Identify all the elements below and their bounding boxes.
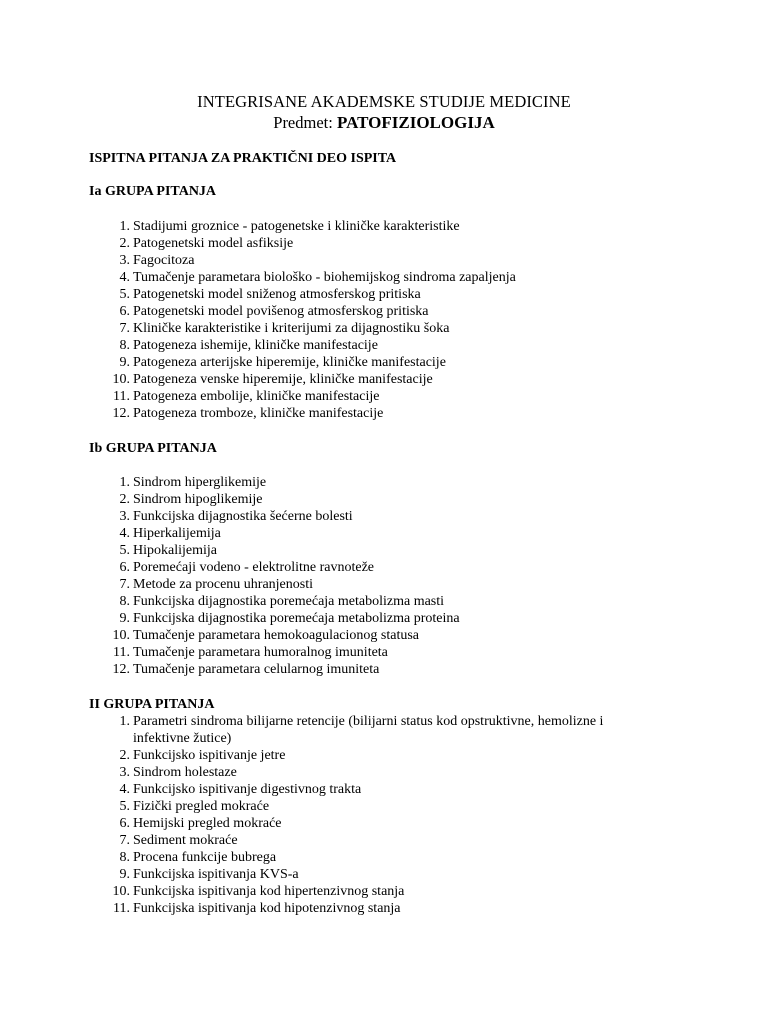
item-number: 9.	[119, 867, 130, 882]
item-number: 3.	[119, 253, 130, 268]
item-text: Metode za procenu uhranjenosti	[133, 577, 313, 592]
item-text: Funkcijska ispitivanja kod hipertenzivnog stanja	[133, 884, 405, 899]
item-number: 11.	[113, 389, 130, 404]
subject-line	[0, 112, 768, 134]
section-title-ia: Ia GRUPA PITANJA	[89, 184, 217, 199]
item-text: Patogeneza venske hiperemije, kliničke manifestacije	[133, 372, 433, 387]
item-text: Tumačenje parametara humoralnog imuniteta	[133, 645, 388, 660]
item-text: Funkcijska ispitivanja KVS-a	[133, 867, 299, 882]
item-number: 1.	[119, 475, 130, 490]
item-number: 7.	[119, 321, 130, 336]
item-text: Sindrom hiperglikemije	[133, 475, 267, 490]
item-number: 11.	[113, 901, 130, 916]
item-number: 9.	[119, 611, 130, 626]
document-title: ISPITNA PITANJA ZA PRAKTIČNI DEO ISPITA	[89, 151, 397, 166]
section-title-ib: Ib GRUPA PITANJA	[89, 441, 217, 456]
item-number: 8.	[119, 850, 130, 865]
item-text: Funkcijska dijagnostika šećerne bolesti	[133, 509, 353, 524]
item-text: Patogeneza tromboze, kliničke manifestacije	[133, 406, 384, 421]
item-number: 2.	[119, 492, 130, 507]
item-text: Patogeneza embolije, kliničke manifestacije	[133, 389, 380, 404]
item-text: Patogenetski model asfiksije	[133, 236, 294, 251]
item-number: 1.	[119, 219, 130, 234]
item-number: 8.	[119, 594, 130, 609]
item-number: 7.	[119, 577, 130, 592]
item-text: Fagocitoza	[133, 253, 195, 268]
item-text: Hiperkalijemija	[133, 526, 221, 541]
item-number: 10.	[112, 628, 130, 643]
section-title-ii: II GRUPA PITANJA	[89, 697, 215, 712]
item-text: Poremećaji vodeno - elektrolitne ravnoteže	[133, 560, 375, 575]
item-number: 5.	[119, 799, 130, 814]
subject-name: PATOFIZIOLOGIJA	[336, 113, 495, 132]
item-text: Fizički pregled mokraće	[133, 799, 270, 814]
item-text: Sindrom hipoglikemije	[133, 492, 263, 507]
item-text: Patogeneza ishemije, kliničke manifestacije	[133, 338, 378, 353]
item-number: 4.	[119, 526, 130, 541]
item-number: 12.	[112, 406, 130, 421]
item-number: 10.	[112, 884, 130, 899]
item-number: 2.	[119, 748, 130, 763]
item-number: 5.	[119, 543, 130, 558]
item-text: Funkcijsko ispitivanje digestivnog trakta	[133, 782, 362, 797]
item-number: 2.	[119, 236, 130, 251]
item-text: Tumačenje parametara hemokoagulacionog statusa	[133, 628, 419, 643]
item-text: Tumačenje parametara celularnog imuniteta	[133, 662, 380, 677]
item-text: Funkcijsko ispitivanje jetre	[133, 748, 286, 763]
item-number: 5.	[119, 287, 130, 302]
item-text: Hipokalijemija	[133, 543, 217, 558]
item-number: 7.	[119, 833, 130, 848]
item-text: Parametri sindroma bilijarne retencije (bilijarni status kod opstruktivne, hemolizne i infektivne žutice)	[133, 714, 604, 746]
item-text: Tumačenje parametara biološko - biohemijskog sindroma zapaljenja	[133, 270, 516, 285]
item-number: 9.	[119, 355, 130, 370]
item-number: 4.	[119, 270, 130, 285]
item-number: 12.	[112, 662, 130, 677]
item-number: 6.	[119, 304, 130, 319]
item-number: 10.	[112, 372, 130, 387]
item-number: 3.	[119, 509, 130, 524]
item-number: 8.	[119, 338, 130, 353]
item-text: Funkcijska ispitivanja kod hipotenzivnog stanja	[133, 901, 401, 916]
item-text: Patogenetski model povišenog atmosferskog pritiska	[133, 304, 429, 319]
item-number: 6.	[119, 560, 130, 575]
item-text: Stadijumi groznice - patogenetske i kliničke karakteristike	[133, 219, 460, 234]
item-text: Sindrom holestaze	[133, 765, 237, 780]
institution-title: INTEGRISANE AKADEMSKE STUDIJE MEDICINE	[197, 92, 571, 111]
item-number: 1.	[119, 714, 130, 729]
item-number: 3.	[119, 765, 130, 780]
item-text: Patogeneza arterijske hiperemije, kliničke manifestacije	[133, 355, 446, 370]
item-number: 11.	[113, 645, 130, 660]
item-number: 6.	[119, 816, 130, 831]
item-text: Patogenetski model sniženog atmosferskog pritiska	[133, 287, 421, 302]
subject-prefix: Predmet:	[273, 113, 333, 132]
item-text: Procena funkcije bubrega	[133, 850, 277, 865]
item-text: Kliničke karakteristike i kriterijumi za dijagnostiku šoka	[133, 321, 450, 336]
item-text: Funkcijska dijagnostika poremećaja metabolizma proteina	[133, 611, 460, 626]
item-text: Funkcijska dijagnostika poremećaja metabolizma masti	[133, 594, 445, 609]
item-number: 4.	[119, 782, 130, 797]
item-text: Hemijski pregled mokraće	[133, 816, 282, 831]
item-text: Sediment mokraće	[133, 833, 238, 848]
